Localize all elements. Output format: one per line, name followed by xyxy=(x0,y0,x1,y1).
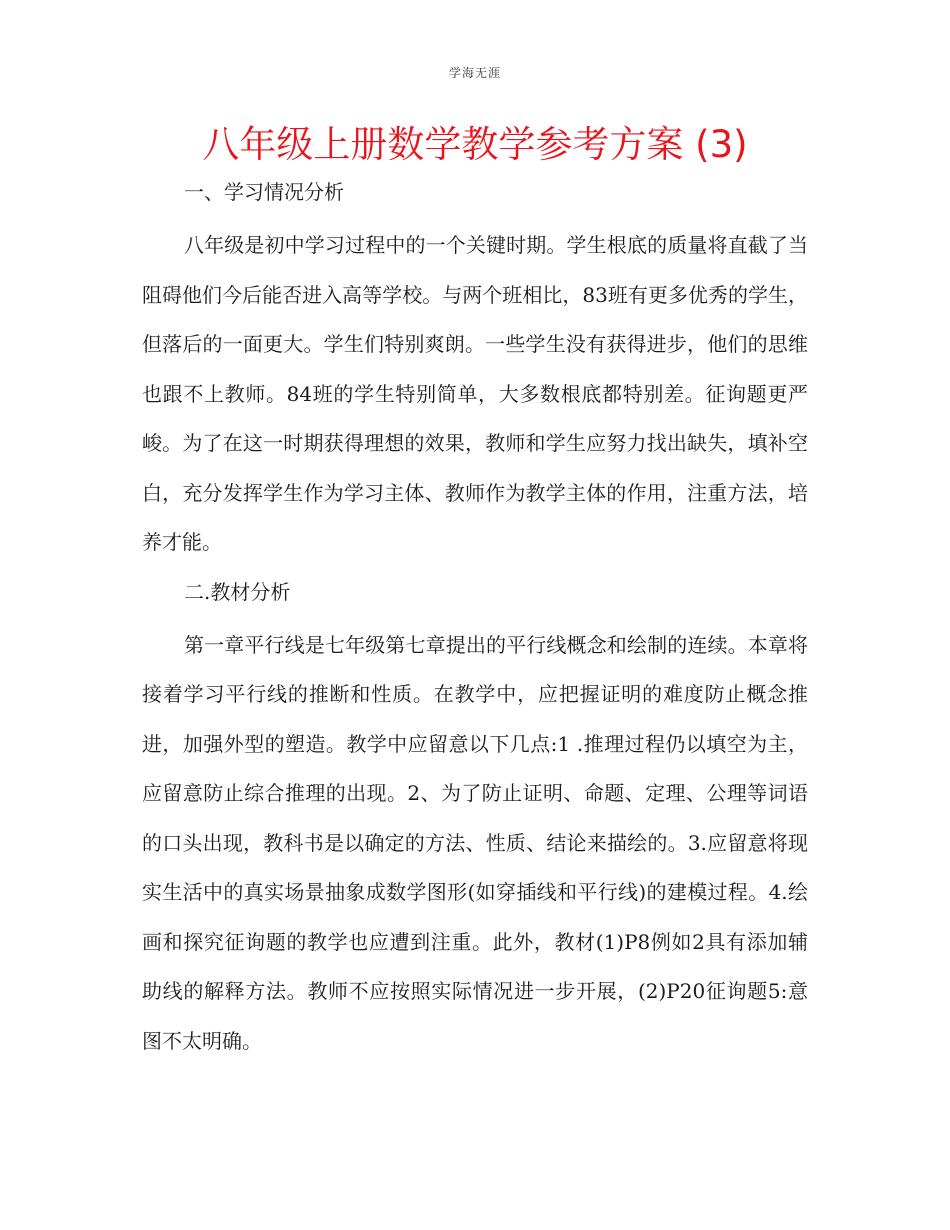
section-paragraph-textbook-analysis: 第一章平行线是七年级第七章提出的平行线概念和绘制的连续。本章将接着学习平行线的推断和性质。在教学中，应把握证明的难度防止概念推进，加强外型的塑造。教学中应留意以下几点:1 .推理过程仍以填空为主，应留意防止综合推理的出现。2、为了防止证明、命题、定理、公理等词语的口头出现，教科书是以确定的方法、性质、结论来描绘的。3.应留意将现实生活中的真实场景抽象成数学图形(如穿插线和平行线)的建模过程。4.绘画和探究征询题的教学也应遭到注重。此外，教材(1)P8例如2具有添加辅助线的解释方法。教师不应按照实际情况进一步开展，(2)P20征询题5:意图不太明确。 xyxy=(142,632,808,1053)
page-header: 学海无涯 xyxy=(448,66,501,80)
section-heading-learning-analysis: 一、学习情况分析 xyxy=(184,180,344,204)
section-paragraph-learning-analysis: 八年级是初中学习过程中的一个关键时期。学生根底的质量将直截了当阻碍他们今后能否进入高等学校。与两个班相比，83班有更多优秀的学生，但落后的一面更大。学生们特别爽朗。一些学生没有获得进步，他们的思维也跟不上教师。84班的学生特别简单，大多数根底都特别差。征询题更严峻。为了在这一时期获得理想的效果，教师和学生应努力找出缺失，填补空白，充分发挥学生作为学习主体、教师作为教学主体的作用，注重方法，培养才能。 xyxy=(142,233,808,554)
section-heading-textbook-analysis: 二.教材分析 xyxy=(184,579,291,604)
document-body xyxy=(142,172,808,1066)
document-title: 八年级上册数学教学参考方案 (3) xyxy=(202,123,748,166)
